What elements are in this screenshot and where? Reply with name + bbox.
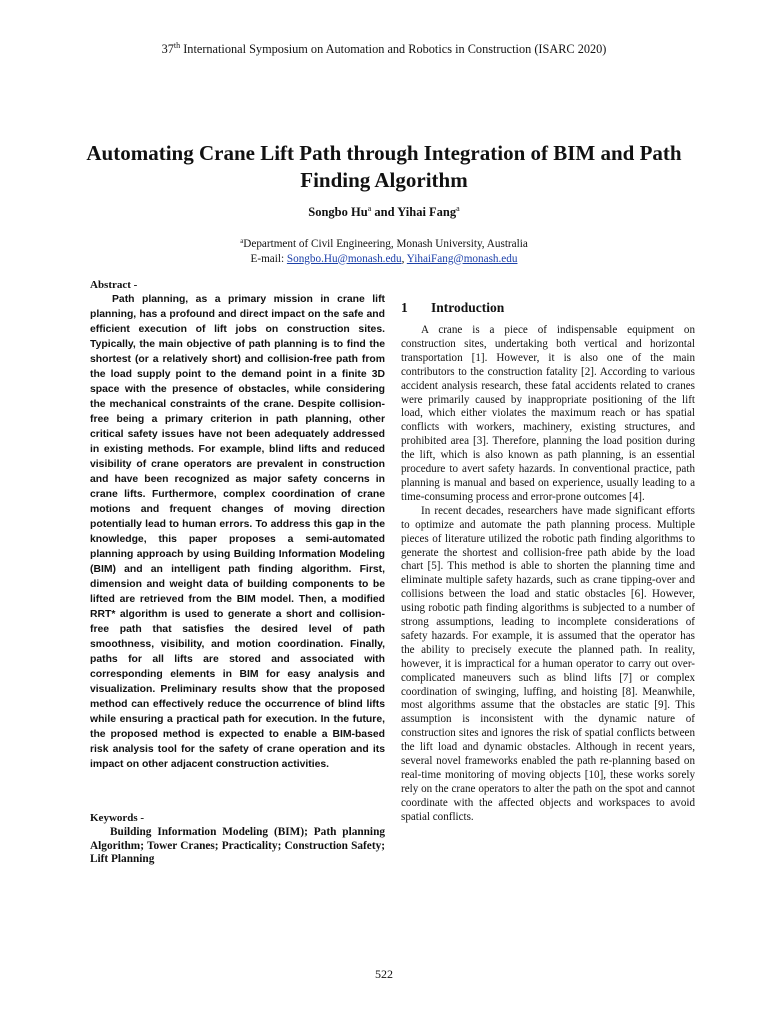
abstract-heading: Abstract - xyxy=(90,279,138,291)
author-1-affil-mark: a xyxy=(367,204,372,213)
section-heading xyxy=(401,300,504,316)
keywords-heading: Keywords - xyxy=(90,812,145,824)
author-1: Songbo Hu xyxy=(308,205,368,219)
intro-paragraph-2: In recent decades, researchers have made significant efforts to optimize and automate the path planning process. Multiple pieces of literature utilized the robotic path finding algorithms to generate the shortest and collision-free path abide by the load chart [5]. This method is able to shorten the planning time and eliminate multiple safety hazards, such as crane tipping-over and collisions between the load and static obstacles [6]. However, using robotic path finding algorithms is subjected to a number of strong assumptions, leading to incomplete considerations of safety hazards. For example, it is assumed that the operator has the ability to precisely execute the planned path. In reality, however, it is impractical for a human operator to carry out over-complicated maneuvers such as blind lifts [7] or complex coordination of swinging, luffing, and hoisting [8]. Meanwhile, most algorithms assume that the obstacles are static [9]. This assumption is inconsistent with the dynamic nature of construction sites and ignores the risk of spatial conflicts between the lift load and dynamic obstacles. Although in recent years, several novel frameworks enabled the path re-planning based on real-time monitoring of moving objects [10], these works sorely rely on the crane operators to alter the path on the spot and cannot coordinate with the affected objects and workspaces to avoid spatial conflicts. xyxy=(401,504,695,823)
header-number: 37 xyxy=(161,42,174,56)
email-label: E-mail: xyxy=(250,252,287,265)
affiliation-line xyxy=(0,237,768,252)
author-2: Yihai Fang xyxy=(397,205,457,219)
section-title: Introduction xyxy=(431,300,505,315)
affiliation-dept: Department of Civil Engineering, Monash University, Australia xyxy=(243,238,528,250)
email-line xyxy=(0,252,768,267)
affiliation-block xyxy=(0,237,768,266)
header-text: International Symposium on Automation and Robotics in Construction (ISARC 2020) xyxy=(180,42,607,56)
email-link-2[interactable]: YihaiFang@monash.edu xyxy=(406,252,518,265)
email-link-1[interactable]: Songbo.Hu@monash.edu xyxy=(286,252,402,265)
abstract-text: Path planning, as a primary mission in crane lift planning, has a profound and direct impact on the safe and efficient execution of lift jobs on construction sites. Typically, the main objective of path planning is to find the shortest (or a relatively short) and collision-free path from the load supply point to the demand point in a finite 3D space with the presence of obstacles, while considering the mechanical constraints of the crane. Despite collision-free being a primary criterion in path planning, other critical safety issues have not been adequately addressed in existing methods. For example, blind lifts and reduced visibility of crane operators are prevalent in construction and have been recognized as major safety concerns in crane lifts. Furthermore, complex coordination of crane motions and frequent changes of moving direction potentially lead to human errors. To address this gap in the knowledge, this paper proposes a semi-automated planning approach by using Building Information Modeling (BIM) and an intelligent path finding algorithm. First, dimension and weight data of building components to be lifted are retrieved from the BIM model. Then, a modified RRT* algorithm is used to generate a short and collision-free path that satisfies the desired level of path smoothness, visibility, and motion coordination. Finally, paths for all lifts are stored and associated with corresponding elements in BIM for easy analysis and visualization. Preliminary results show that the proposed method can effectively reduce the occurrence of blind lifts while ensuring a practical path for execution. In the future, the proposed method is expected to enable a BIM-based risk analysis tool for the safety of crane operation and its impact on other adjacent construction activities. xyxy=(90,294,385,770)
intro-paragraph-1: A crane is a piece of indispensable equipment on construction sites, undertaking both vertical and horizontal transportation [1]. However, it is also one of the main contributors to the construction fatality [2]. According to various accident analysis research, these fatal accidents related to cranes were primarily caused by inappropriate positioning of the lift load, which either violates the maximum reach or has spatial conflicts with workers, machinery, existing structures, and prohibited area [3]. Therefore, planning the load position during the lift, which is also known as path planning, is an essential procedure to avert safety hazards. In conventional practice, path planning is manual and based on experience, usually leading to a time-consuming process and error-prone outcomes [4]. xyxy=(401,324,695,503)
keywords-text: Building Information Modeling (BIM); Path planning Algorithm; Tower Cranes; Practicality; Construction Safety; Lift Planning xyxy=(90,826,385,866)
section-number: 1 xyxy=(401,300,408,315)
affiliation-mark: a xyxy=(240,237,244,245)
header-ordinal: th xyxy=(173,41,181,50)
email-separator: , xyxy=(401,252,407,265)
authors-line xyxy=(0,205,768,220)
author-2-affil-mark: a xyxy=(456,204,460,213)
conference-header xyxy=(0,42,768,57)
paper-title: Automating Crane Lift Path through Integration of BIM and Path Finding Algorithm xyxy=(86,141,682,192)
author-conjunction: and xyxy=(371,205,398,219)
page-number: 522 xyxy=(375,967,393,981)
intro-body xyxy=(401,324,695,825)
